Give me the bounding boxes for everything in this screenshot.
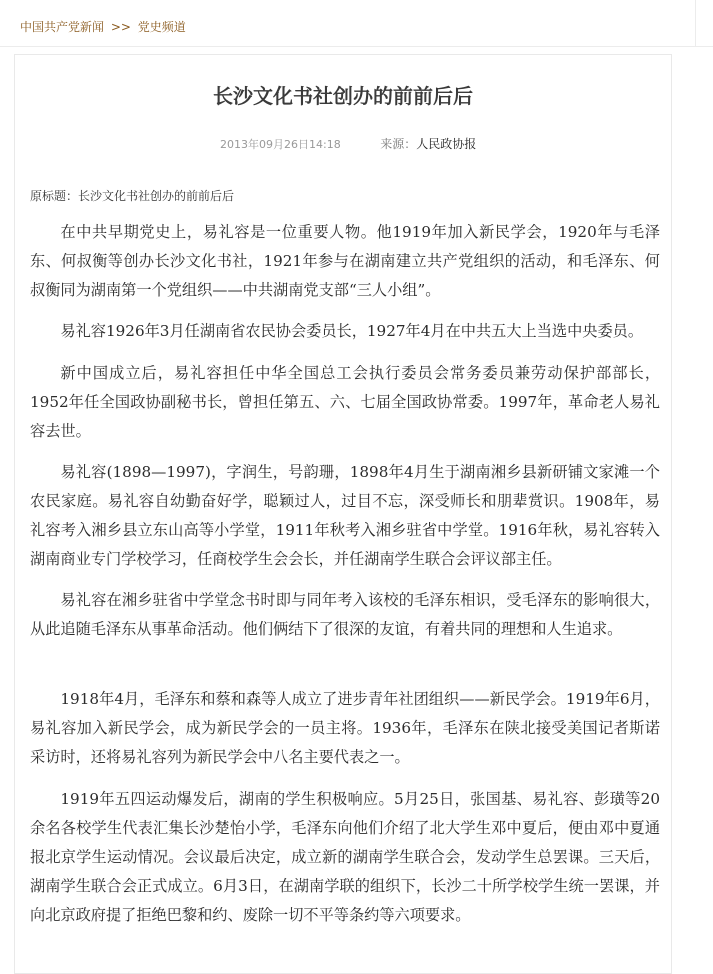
source-link[interactable]: 人民政协报	[416, 137, 477, 151]
article-paragraph: 1918年4月，毛泽东和蔡和森等人成立了进步青年社团组织——新民学会。1919年6月，易礼容加入新民学会，成为新民学会的一员主将。1936年，毛泽东在陕北接受美国记者斯诺采访时，还将易礼容列为新民学会中八名主要代表之一。	[30, 690, 660, 766]
breadcrumb	[20, 17, 186, 37]
breadcrumb-separator: >>	[110, 20, 131, 34]
header-divider	[0, 46, 713, 47]
breadcrumb-home-link[interactable]: 中国共产党新闻	[20, 20, 105, 34]
article-paragraph: 在中共早期党史上，易礼容是一位重要人物。他1919年加入新民学会，1920年与毛泽东、何叔衡等创办长沙文化书社，1921年参与在湖南建立共产党组织的活动，和毛泽东、何叔衡同为湖南第一个党组织——中共湖南党支部“三人小组”。	[30, 223, 660, 299]
source-label: 来源：	[380, 137, 417, 151]
original-title: 原标题：长沙文化书社创办的前前后后	[30, 189, 235, 203]
article-paragraph: 新中国成立后，易礼容担任中华全国总工会执行委员会常务委员兼劳动保护部部长，1952年任全国政协副秘书长，曾担任第五、六、七届全国政协常委。1997年，革命老人易礼容去世。	[30, 364, 660, 440]
article-paragraph: 易礼容在湘乡驻省中学堂念书时即与同年考入该校的毛泽东相识，受毛泽东的影响很大，从此追随毛泽东从事革命活动。他们俩结下了很深的友谊，有着共同的理想和人生追求。	[30, 591, 660, 638]
publish-date: 2013年09月26日14:18	[220, 138, 341, 151]
article-paragraph: 易礼容(1898—1997)，字润生，号韵珊，1898年4月生于湖南湘乡县新研铺文家滩一个农民家庭。易礼容自幼勤奋好学，聪颖过人，过目不忘，深受师长和朋辈赏识。1908年，易礼容考入湘乡县立东山高等小学堂，1911年秋考入湘乡驻省中学堂。1916年秋，易礼容转入湖南商业专门学校学习，任商校学生会会长，并任湖南学生联合会评议部主任。	[30, 463, 660, 568]
article-paragraph: 1919年五四运动爆发后，湖南的学生积极响应。5月25日，张国基、易礼容、彭璜等20余名各校学生代表汇集长沙楚怡小学，毛泽东向他们介绍了北大学生邓中夏后，便由邓中夏通报北京学生运动情况。会议最后决定，成立新的湖南学生联合会，发动学生总罢课。三天后，湖南学生联合会正式成立。6月3日，在湖南学联的组织下，长沙二十所学校学生统一罢课，并向北京政府提了拒绝巴黎和约、废除一切不平等条约等六项要求。	[30, 790, 660, 924]
article-meta	[220, 135, 476, 154]
breadcrumb-section-link[interactable]: 党史频道	[137, 20, 186, 34]
article-source	[380, 137, 476, 151]
header-divider-vertical	[695, 0, 696, 46]
article-paragraph: 易礼容1926年3月任湖南省农民协会委员长，1927年4月在中共五大上当选中央委员。	[60, 322, 644, 340]
article-title: 长沙文化书社创办的前前后后	[213, 84, 473, 108]
